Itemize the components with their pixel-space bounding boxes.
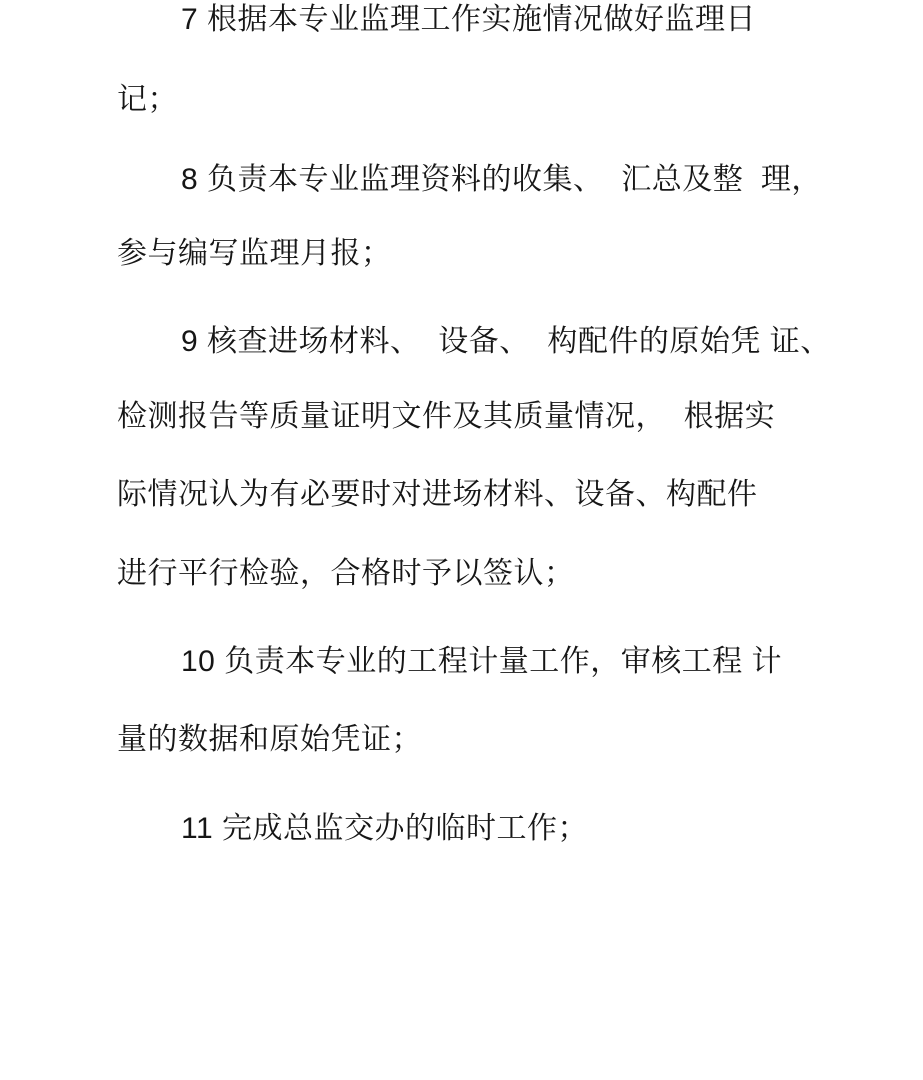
text-line: 9 核查进场材料、 设备、 构配件的原始凭 证、 bbox=[181, 325, 831, 358]
text-line: 11 完成总监交办的临时工作； bbox=[181, 812, 588, 845]
text-line: 7 根据本专业监理工作实施情况做好监理日 bbox=[181, 3, 757, 36]
text-line: 际情况认为有必要时对进场材料、设备、构配件 bbox=[117, 478, 758, 511]
text-line: 量的数据和原始凭证； bbox=[117, 723, 422, 756]
text-line: 检测报告等质量证明文件及其质量情况， 根据实 bbox=[117, 400, 776, 433]
text-line: 10 负责本专业的工程计量工作，审核工程 计 bbox=[181, 645, 783, 678]
text-line: 记； bbox=[117, 83, 178, 116]
text-line: 进行平行检验，合格时予以签认； bbox=[117, 557, 575, 590]
text-line: 8 负责本专业监理资料的收集、 汇总及整 理， bbox=[181, 163, 822, 196]
text-line: 参与编写监理月报； bbox=[117, 237, 392, 270]
